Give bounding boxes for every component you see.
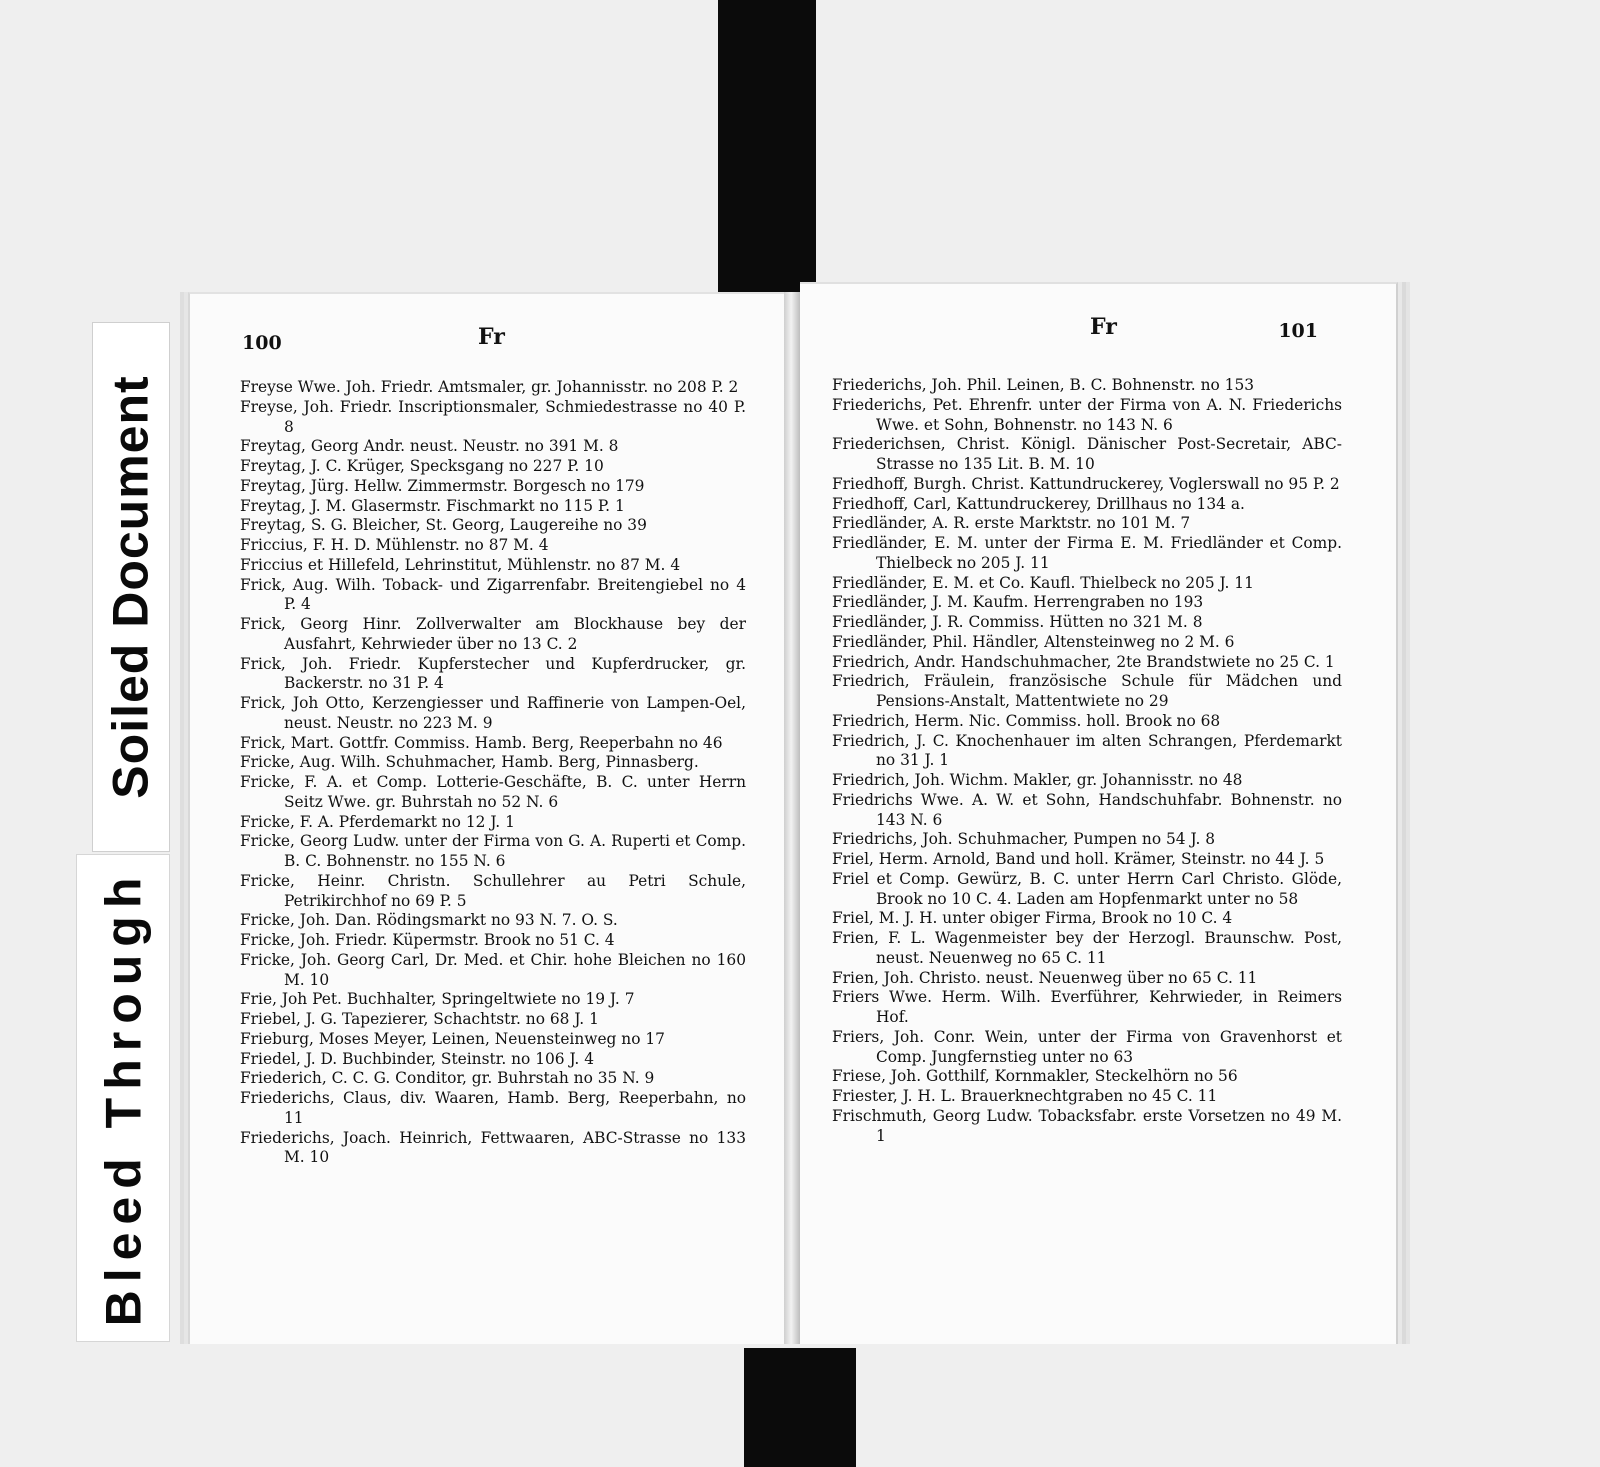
directory-entry: Fricke, Joh. Georg Carl, Dr. Med. et Chir. hohe Bleichen no 160 M. 10 [240,950,746,989]
soiled-document-text: Soiled Document [103,375,159,799]
directory-entry: Friederichs, Joh. Phil. Leinen, B. C. Bohnenstr. no 153 [832,376,1255,394]
bleed-through-text: Bleed Through [95,869,152,1327]
directory-entry: Freytag, S. G. Bleicher, St. Georg, Laugereihe no 39 [240,516,647,535]
directory-entry: Friccius et Hillefeld, Lehrinstitut, Mühlenstr. no 87 M. 4 [240,555,681,574]
directory-entry: Friedhoff, Carl, Kattundruckerey, Drillhaus no 134 a. [832,494,1245,513]
directory-entry: Freyse Wwe. Joh. Friedr. Amtsmaler, gr. Johannisstr. no 208 P. 2 [240,378,739,396]
directory-entry: Freytag, Georg Andr. neust. Neustr. no 391 M. 8 [240,437,619,456]
directory-entry: Friedrichs, Joh. Schuhmacher, Pumpen no 54 J. 8 [832,830,1216,849]
directory-entry: Frick, Aug. Wilh. Toback- und Zigarrenfabr. Breitengiebel no 4 P. 4 [240,575,746,614]
directory-entry: Friedländer, Phil. Händler, Altensteinweg no 2 M. 6 [832,632,1235,651]
directory-entry: Frien, F. L. Wagenmeister bey der Herzogl. Braunschw. Post, neust. Neuenweg no 65 C. 11 [832,929,1342,967]
directory-entry: Fricke, F. A. et Comp. Lotterie-Geschäfte, B. C. unter Herrn Seitz Wwe. gr. Buhrstah no 52 N. 6 [240,773,746,811]
right-entry-list [832,376,1342,1146]
directory-entry: Freytag, Jürg. Hellw. Zimmermstr. Borgesch no 179 [240,476,645,495]
left-page [188,292,785,1344]
directory-entry: Friers Wwe. Herm. Wilh. Everführer, Kehrwieder, in Reimers Hof. [832,988,1342,1026]
directory-entry: Friedländer, J. R. Commiss. Hütten no 321 M. 8 [832,613,1203,631]
directory-entry: Friedel, J. D. Buchbinder, Steinstr. no 106 J. 4 [240,1049,595,1068]
binding-strap-top [718,0,816,296]
directory-entry: Fricke, Joh. Friedr. Küpermstr. Brook no 51 C. 4 [240,931,615,949]
right-page [800,282,1398,1344]
directory-entry: Friedländer, E. M. unter der Firma E. M. Friedländer et Comp. Thielbeck no 205 J. 11 [832,534,1342,572]
directory-entry: Fricke, Joh. Dan. Rödingsmarkt no 93 N. 7. O. S. [240,911,618,930]
directory-entry: Frien, Joh. Christo. neust. Neuenweg über no 65 C. 11 [832,968,1258,987]
directory-entry: Friederichsen, Christ. Königl. Dänischer Post-Secretair, ABC-Strasse no 135 Lit. B. M. 10 [832,435,1342,473]
soiled-document-label [92,322,170,852]
right-page-number: 101 [1278,320,1318,342]
directory-entry: Friel et Comp. Gewürz, B. C. unter Herrn Carl Christo. Glöde, Brook no 10 C. 4. Laden am Hopfenmarkt unter no 58 [832,869,1342,908]
directory-entry: Frick, Georg Hinr. Zollverwalter am Blockhause bey der Ausfahrt, Kehrwieder über no 13 C. 2 [240,615,746,653]
directory-entry: Fricke, Georg Ludw. unter der Firma von G. A. Ruperti et Comp. B. C. Bohnenstr. no 155 N. 6 [240,832,746,870]
directory-entry: Friedländer, A. R. erste Marktstr. no 101 M. 7 [832,514,1191,533]
directory-entry: Fricke, F. A. Pferdemarkt no 12 J. 1 [240,812,515,831]
directory-entry: Friedrich, Andr. Handschuhmacher, 2te Brandstwiete no 25 C. 1 [832,652,1335,671]
directory-entry: Fricke, Aug. Wilh. Schuhmacher, Hamb. Berg, Pinnasberg. [240,753,699,772]
left-page-number: 100 [242,332,282,354]
directory-entry: Friedrich, Joh. Wichm. Makler, gr. Johannisstr. no 48 [832,771,1243,789]
directory-entry: Friederichs, Pet. Ehrenfr. unter der Firma von A. N. Friederichs Wwe. et Sohn, Bohnenstr. no 143 N. 6 [832,395,1342,434]
directory-entry: Freytag, J. C. Krüger, Specksgang no 227 P. 10 [240,457,604,475]
directory-entry: Friederichs, Claus, div. Waaren, Hamb. Berg, Reeperbahn, no 11 [240,1089,746,1127]
directory-entry: Frick, Mart. Gottfr. Commiss. Hamb. Berg, Reeperbahn no 46 [240,733,723,752]
directory-entry: Friccius, F. H. D. Mühlenstr. no 87 M. 4 [240,536,549,554]
directory-entry: Friese, Joh. Gotthilf, Kornmakler, Steckelhörn no 56 [832,1067,1238,1086]
left-entry-list [240,378,746,1168]
directory-entry: Friedländer, E. M. et Co. Kaufl. Thielbeck no 205 J. 11 [832,573,1254,592]
directory-entry: Friester, J. H. L. Brauerknechtgraben no 45 C. 11 [832,1087,1218,1105]
directory-entry: Fricke, Heinr. Christn. Schullehrer au Petri Schule, Petrikirchhof no 69 P. 5 [240,871,746,910]
directory-entry: Frischmuth, Georg Ludw. Tobacksfabr. erste Vorsetzen no 49 M. 1 [832,1106,1342,1145]
right-running-head: Fr [1090,314,1117,340]
directory-entry: Frick, Joh Otto, Kerzengiesser und Raffinerie von Lampen-Oel, neust. Neustr. no 223 M. 9 [240,694,746,732]
directory-entry: Freyse, Joh. Friedr. Inscriptionsmaler, Schmiedestrasse no 40 P. 8 [240,397,746,436]
book-gutter [784,292,800,1344]
directory-entry: Friel, Herm. Arnold, Band und holl. Krämer, Steinstr. no 44 J. 5 [832,850,1325,868]
left-running-head: Fr [478,324,505,350]
directory-entry: Frie, Joh Pet. Buchhalter, Springeltwiete no 19 J. 7 [240,990,635,1009]
directory-entry: Friedrich, Fräulein, französische Schule für Mädchen und Pensions-Anstalt, Mattentwiete no 29 [832,672,1342,710]
directory-entry: Friederichs, Joach. Heinrich, Fettwaaren, ABC-Strasse no 133 M. 10 [240,1128,746,1167]
directory-entry: Friedrichs Wwe. A. W. et Sohn, Handschuhfabr. Bohnenstr. no 143 N. 6 [832,790,1342,829]
directory-entry: Friedrich, J. C. Knochenhauer im alten Schrangen, Pferdemarkt no 31 J. 1 [832,731,1342,770]
directory-entry: Friers, Joh. Conr. Wein, unter der Firma von Gravenhorst et Comp. Jungfernstieg unter no 63 [832,1027,1342,1066]
directory-entry: Frieburg, Moses Meyer, Leinen, Neuensteinweg no 17 [240,1029,665,1048]
directory-entry: Friedrich, Herm. Nic. Commiss. holl. Brook no 68 [832,711,1221,730]
directory-entry: Freytag, J. M. Glasermstr. Fischmarkt no 115 P. 1 [240,496,625,515]
directory-entry: Friedländer, J. M. Kaufm. Herrengraben no 193 [832,593,1204,612]
directory-entry: Frick, Joh. Friedr. Kupferstecher und Kupferdrucker, gr. Backerstr. no 31 P. 4 [240,654,746,693]
binding-strap-bottom [744,1348,856,1467]
directory-entry: Friel, M. J. H. unter obiger Firma, Brook no 10 C. 4 [832,909,1233,928]
bleed-through-label [76,854,170,1342]
directory-entry: Friedhoff, Burgh. Christ. Kattundruckerey, Voglerswall no 95 P. 2 [832,474,1340,493]
directory-entry: Friebel, J. G. Tapezierer, Schachtstr. no 68 J. 1 [240,1010,599,1028]
directory-entry: Friederich, C. C. G. Conditor, gr. Buhrstah no 35 N. 9 [240,1069,655,1088]
